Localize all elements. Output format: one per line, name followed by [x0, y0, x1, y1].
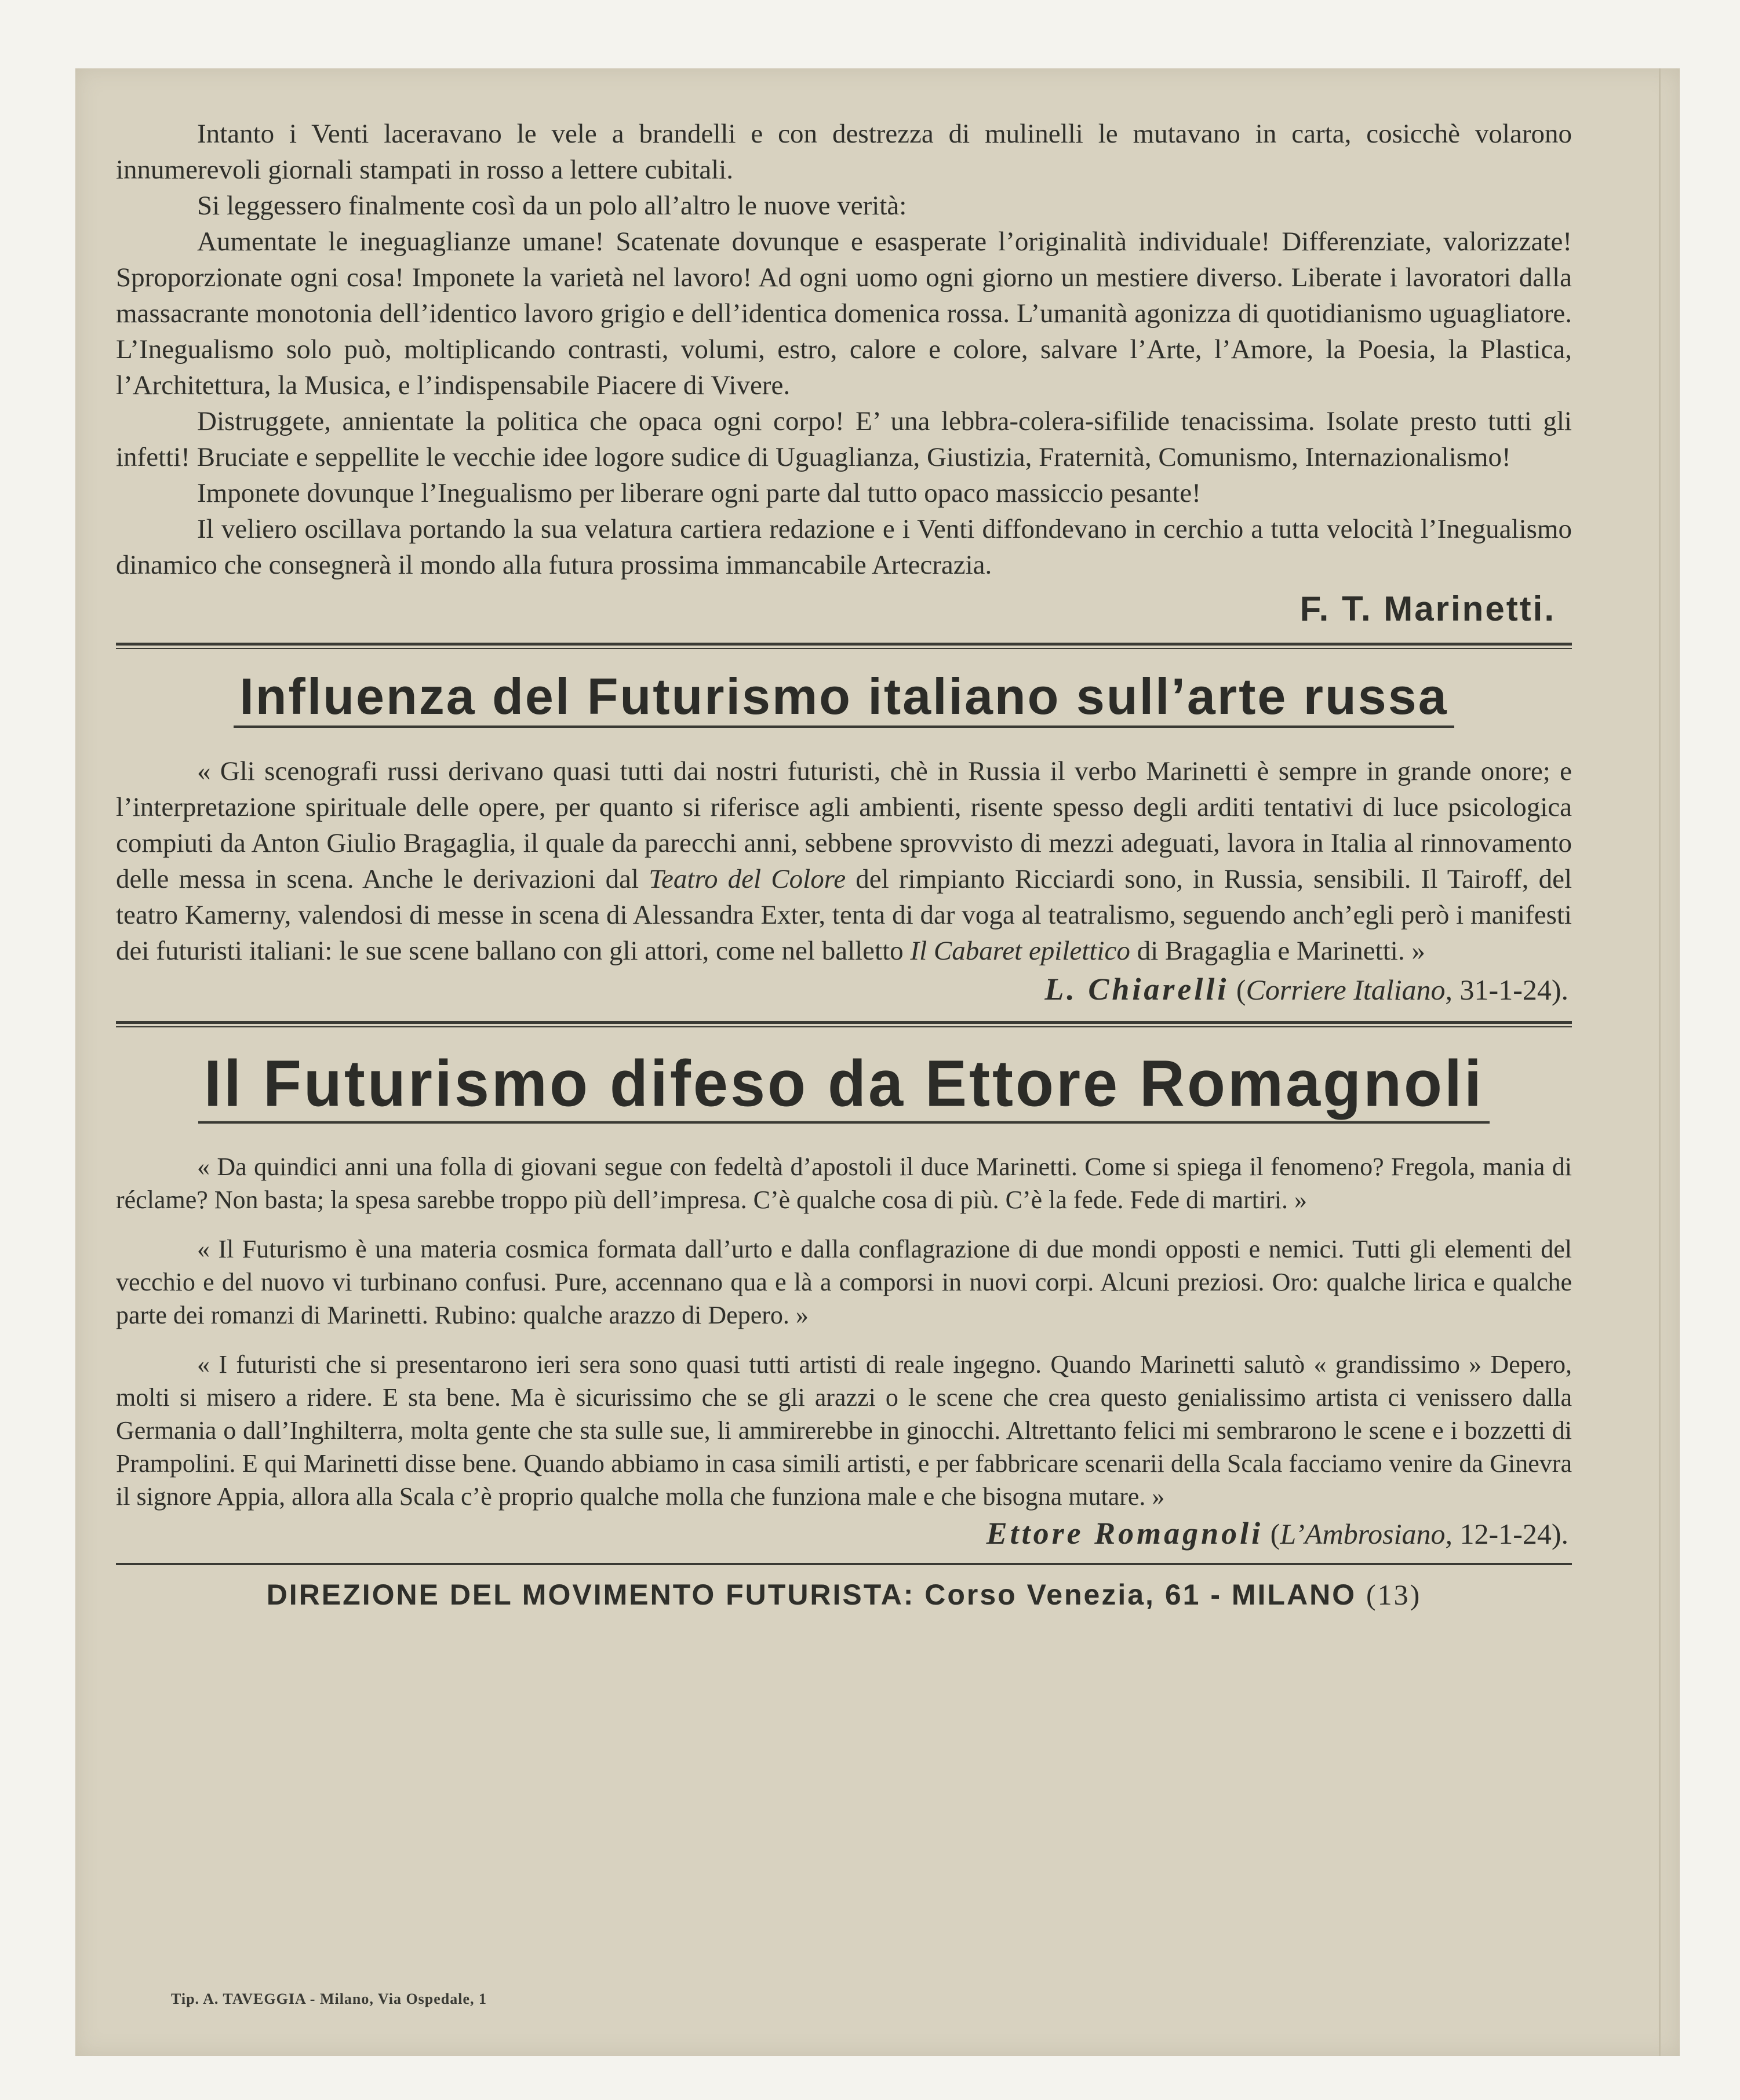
- marinetti-text: [116, 116, 1572, 629]
- source-date: 31-1-24).: [1453, 974, 1568, 1007]
- double-divider: [116, 643, 1572, 649]
- section-title-romagnoli: Il Futurismo difeso da Ettore Romagnoli: [198, 1049, 1490, 1124]
- attribution-chiarelli: L. Chiarelli (Corriere Italiano, 31-1-24).: [1044, 972, 1568, 1007]
- footer-address: DIREZIONE DEL MOVIMENTO FUTURISTA: Corso Venezia, 61 - MILANO (13): [266, 1578, 1422, 1611]
- paragraph: Si leggessero finalmente così da un polo all’altro le nuove verità:: [197, 191, 907, 221]
- quote-chiarelli: « Gli scenografi russi derivano quasi tutti dai nostri futuristi, chè in Russia il verbo Marinetti è sempre in grande onore; e l’interpretazione spirituale delle opere, per quanto si riferisce agli ambienti, risente spesso degli arditi tentativi di luce psicologica compiuti da Anton Giulio Bragaglia, il quale da parecchi anni, sebbene sprovvisto di mezzi adeguati, lavora in Italia al rinnovamento delle messa in scena. Anche le derivazioni dal Teatro del Colore del rimpianto Ricciardi sono, in Russia, sensibili. Il Tairoff, del teatro Kamerny, valendosi di messe in scena di Alessandra Exter, tenta di dar voga al teatralismo, seguendo anch’egli però i manifesti dei futuristi italiani: le sue scene ballano con gli attori, come nel balletto Il Cabaret epilettico di Bragaglia e Marinetti. »: [116, 756, 1572, 967]
- paragraph: Distruggete, annientate la politica che opaca ogni corpo! E’ una lebbra-colera-sifilide tenacissima. Isolate presto tutti gli infetti! Bruciate e seppellite le vecchie idee logore sudice di Uguaglianza, Giustizia, Fraternità, Comunismo, Internazionalismo!: [116, 406, 1572, 472]
- source-name: L’Ambrosiano,: [1280, 1517, 1453, 1550]
- influenza-section: [116, 670, 1572, 1007]
- footer-divider: [116, 1563, 1572, 1565]
- document-body: [116, 116, 1572, 1612]
- paragraph: Aumentate le ineguaglianze umane! Scatenate dovunque e esasperate l’originalità individuale! Differenziate, valorizzate! Sproporzionate ogni cosa! Imponete la varietà nel lavoro! Ad ogni uomo ogni giorno un mestiere diverso. Liberate i lavoratori dalla massacrante monotonia dell’identico lavoro grigio e dell’identica domenica rossa. L’umanità agonizza di quotidianismo uguagliatore. L’Inegualismo solo può, moltiplicando contrasti, volumi, estro, calore e colore, salvare l’Arte, l’Amore, la Poesia, la Plastica, l’Architettura, la Musica, e l’indispensabile Piacere di Vivere.: [116, 227, 1572, 400]
- signature-marinetti: F. T. Marinetti.: [1299, 589, 1556, 628]
- paragraph: Il veliero oscillava portando la sua velatura cartiera redazione e i Venti diffondevano in cerchio a tutta velocità l’Inegualismo dinamico che consegnerà il mondo alla futura prossima immancabile Artecrazia.: [116, 514, 1572, 580]
- quote-paragraph: « Il Futurismo è una materia cosmica formata dall’urto e dalla conflagrazione di due mondi opposti e nemici. Tutti gli elementi del vecchio e del nuovo vi turbinano confusi. Pure, accennano qua e là a comporsi in nuovi corpi. Alcuni preziosi. Oro: qualche lirica e qualche parte dei romanzi di Marinetti. Rubino: qualche arazzo di Depero. »: [116, 1234, 1572, 1329]
- paragraph: Intanto i Venti laceravano le vele a brandelli e con destrezza di mulinelli le mutavano in carta, cosicchè volarono innumerevoli giornali stampati in rosso a lettere cubitali.: [116, 119, 1572, 185]
- attribution-romagnoli: Ettore Romagnoli (L’Ambrosiano, 12-1-24).: [986, 1515, 1568, 1551]
- page-number: (13): [1366, 1578, 1422, 1611]
- quote-paragraph: « I futuristi che si presentarono ieri sera sono quasi tutti artisti di reale ingegno. Quando Marinetti salutò « grandissimo » Depero, molti si misero a ridere. E sta bene. Ma è sicurissimo che se gli arazzi o le scene che crea questo genialissimo artista ci venissero dalla Germania o dall’Inghilterra, molta gente che sta sulle sue, li ammirerebbe in ginocchi. Altrettanto felici mi sembrarono le scene e i bozzetti di Prampolini. E qui Marinetti disse bene. Quando abbiamo in casa simili artisti, e per fabbricare scenarii della Scala facciamo venire da Ginevra il signore Appia, allora alla Scala c’è proprio qualche molla che funziona male e che bisogna mutare. »: [116, 1350, 1572, 1511]
- double-divider: [116, 1021, 1572, 1027]
- quote-paragraph: « Da quindici anni una folla di giovani segue con fedeltà d’apostoli il duce Marinetti. Come si spiega il fenomeno? Fregola, mania di réclame? Non basta; la spesa sarebbe troppo più dell’impresa. C’è qualche cosa di più. C’è la fede. Fede di martiri. »: [116, 1152, 1572, 1214]
- source-name: Corriere Italiano,: [1246, 974, 1453, 1007]
- romagnoli-section: [116, 1047, 1572, 1551]
- paper-fold-line: [1659, 68, 1661, 2056]
- section-title-influenza: Influenza del Futurismo italiano sull’arte russa: [234, 670, 1454, 728]
- author-name: L. Chiarelli: [1044, 972, 1229, 1007]
- printer-imprint: Tip. A. TAVEGGIA - Milano, Via Ospedale, 1: [171, 1990, 487, 2007]
- source-date: 12-1-24).: [1453, 1517, 1568, 1550]
- author-name: Ettore Romagnoli: [986, 1515, 1264, 1551]
- paragraph: Imponete dovunque l’Inegualismo per liberare ogni parte dal tutto opaco massiccio pesante!: [197, 478, 1201, 508]
